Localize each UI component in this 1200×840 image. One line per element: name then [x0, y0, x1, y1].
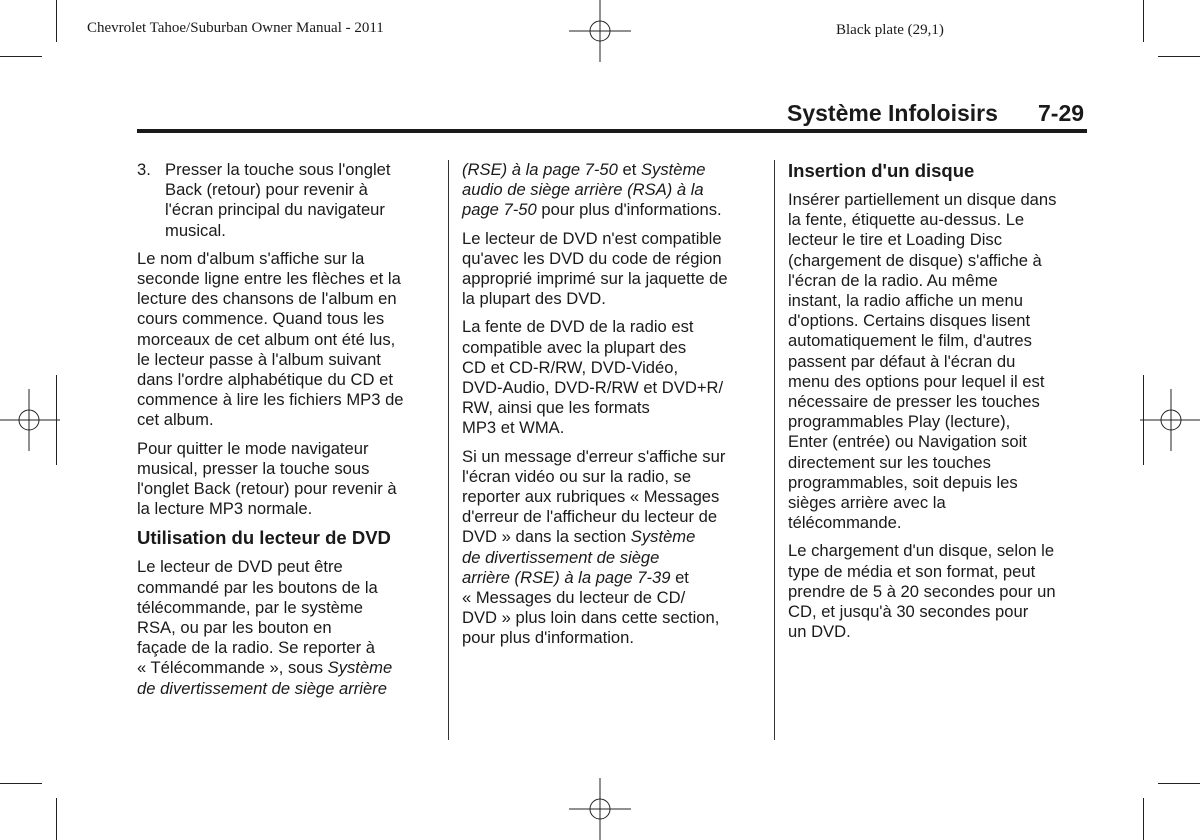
text-fragment: et [670, 567, 689, 587]
text-line: télécommande. [788, 513, 902, 533]
text-line [462, 527, 762, 547]
text-line: (chargement de disque) s'affiche à [788, 250, 1042, 270]
text-fragment: et [617, 160, 641, 179]
text-line: approprié imprimé sur la jaquette de [462, 269, 728, 289]
text-line: l'onglet Back (retour) pour revenir à [137, 479, 397, 499]
text-line: La fente de DVD de la radio est [462, 317, 694, 337]
text-line: menu des options pour lequel il est [788, 371, 1045, 391]
cross-reference: de divertissement de siège arrière [137, 678, 387, 698]
text-fragment: pour plus d'informations. [536, 200, 722, 220]
text-line: la lecture MP3 normale. [137, 499, 313, 519]
text-line: d'options. Certains disques lisent [788, 311, 1031, 331]
crop-mark [1158, 56, 1200, 57]
text-line: Si un message d'erreur s'affiche sur [462, 446, 726, 466]
text-line: programmables, soit depuis les [788, 472, 1018, 492]
column-2 [462, 160, 762, 657]
text-line: lecture des chansons de l'album en [137, 289, 397, 309]
text-line: Pour quitter le mode navigateur [137, 438, 369, 458]
text-line: reporter aux rubriques « Messages [462, 487, 720, 507]
section-heading: Utilisation du lecteur de DVD [137, 527, 391, 549]
text-line: l'écran vidéo ou sur la radio, se [462, 466, 692, 486]
page-title: Système Infoloisirs [787, 100, 998, 126]
header-rule [137, 129, 1087, 133]
text-line: instant, la radio affiche un menu [788, 291, 1023, 311]
text-line: Le lecteur de DVD n'est compatible [462, 228, 722, 248]
text-line: télécommande, par le système [137, 597, 363, 617]
cross-reference: Système [640, 160, 706, 179]
text-line [462, 568, 762, 588]
list-item [137, 160, 437, 241]
paragraph [137, 557, 437, 698]
registration-mark-icon [569, 778, 631, 840]
text-line: pour plus d'information. [462, 628, 634, 648]
text-line: morceaux de cet album ont été lus, [137, 329, 396, 349]
text-line: directement sur les touches [788, 452, 991, 472]
paragraph [137, 249, 437, 431]
text-line: dans l'ordre alphabétique du CD et [137, 370, 393, 390]
text-line: musical. [165, 220, 226, 240]
page-number: 7-29 [1038, 100, 1085, 126]
paragraph [788, 541, 1088, 642]
text-line: nécessaire de presser les touches [788, 392, 1040, 412]
paragraph [137, 439, 437, 520]
text-line: Enter (entrée) ou Navigation soit [788, 432, 1027, 452]
text-line: lecteur le tire et Loading Disc [788, 230, 1002, 250]
text-line: seconde ligne entre les flèches et la [137, 269, 401, 289]
crop-mark [1143, 0, 1144, 42]
crop-mark [56, 0, 57, 42]
paragraph [462, 160, 762, 221]
text-line: cet album. [137, 410, 214, 430]
column-separator [448, 160, 449, 740]
cross-reference: page 7-50 [462, 200, 537, 220]
text-line [462, 160, 762, 180]
text-line [462, 200, 762, 220]
list-number: 3. [137, 160, 151, 179]
text-line: programmables Play (lecture), [788, 412, 1011, 432]
text-line: Le chargement d'un disque, selon le [788, 541, 1055, 561]
text-line: l'écran de la radio. Au même [788, 270, 998, 290]
text-line: musical, presser la touche sous [137, 458, 370, 478]
crop-mark [1158, 783, 1200, 784]
cross-reference: audio de siège arrière (RSA) à la [462, 180, 704, 200]
cross-reference: Système [327, 658, 393, 678]
text-line: DVD-Audio, DVD-R/RW et DVD+R/ [462, 378, 724, 398]
text-fragment: « Télécommande », sous [137, 658, 328, 678]
text-line: Insérer partiellement un disque dans [788, 190, 1057, 209]
text-line: CD et CD-R/RW, DVD-Vidéo, [462, 357, 679, 377]
text-line: Presser la touche sous l'onglet [165, 160, 391, 179]
crop-mark [0, 783, 42, 784]
text-line: automatiquement le film, d'autres [788, 331, 1032, 351]
text-line: commence à lire les fichiers MP3 de [137, 390, 404, 410]
cross-reference: de divertissement de siège [462, 547, 660, 567]
text-line: d'erreur de l'afficheur du lecteur de [462, 507, 718, 527]
text-line [137, 658, 437, 678]
cross-reference: (RSE) à la page 7-50 [462, 160, 618, 179]
text-line: prendre de 5 à 20 secondes pour un [788, 581, 1056, 601]
crop-mark [56, 798, 57, 840]
text-line: passent par défaut à l'écran du [788, 351, 1016, 371]
paragraph [462, 447, 762, 649]
text-line: qu'avec les DVD du code de région [462, 248, 722, 268]
text-line: compatible avec la plupart des [462, 337, 687, 357]
registration-mark-icon [569, 0, 631, 62]
text-line: Back (retour) pour revenir à [165, 180, 368, 200]
crop-mark [1143, 798, 1144, 840]
text-line: l'écran principal du navigateur [165, 200, 385, 220]
text-line: la plupart des DVD. [462, 289, 606, 309]
paragraph [462, 317, 762, 438]
text-fragment: DVD » dans la section [462, 527, 631, 547]
registration-mark-icon [1140, 389, 1200, 451]
crop-mark [0, 56, 42, 57]
text-line: le lecteur passe à l'album suivant [137, 349, 381, 369]
text-line: RSA, ou par les bouton en [137, 618, 332, 638]
text-line: commandé par les boutons de la [137, 577, 378, 597]
text-line: cours commence. Quand tous les [137, 309, 385, 329]
column-1 [137, 160, 437, 707]
paragraph [788, 190, 1088, 533]
text-line: DVD » plus loin dans cette section, [462, 608, 720, 628]
section-heading: Insertion d'un disque [788, 160, 975, 181]
registration-mark-icon [0, 389, 60, 451]
plate-right-label: Black plate (29,1) [836, 22, 944, 38]
text-line: Le nom d'album s'affiche sur la [137, 248, 365, 268]
column-separator [774, 160, 775, 740]
text-line: CD, et jusqu'à 30 secondes pour [788, 602, 1029, 622]
text-line: un DVD. [788, 622, 851, 642]
cross-reference: Système [630, 527, 696, 547]
text-line: type de média et son format, peut [788, 561, 1036, 581]
text-line: MP3 et WMA. [462, 418, 565, 438]
text-line: façade de la radio. Se reporter à [137, 638, 375, 658]
column-3 [788, 160, 1088, 650]
text-line: la fente, étiquette au-dessus. Le [788, 210, 1025, 230]
cross-reference: arrière (RSE) à la page 7-39 [462, 567, 671, 587]
text-line: « Messages du lecteur de CD/ [462, 588, 686, 608]
plate-left-label: Chevrolet Tahoe/Suburban Owner Manual - 2011 [87, 20, 384, 36]
paragraph [462, 229, 762, 310]
text-line: sièges arrière avec la [788, 493, 946, 513]
text-line: RW, ainsi que les formats [462, 398, 650, 418]
text-line: Le lecteur de DVD peut être [137, 557, 343, 577]
